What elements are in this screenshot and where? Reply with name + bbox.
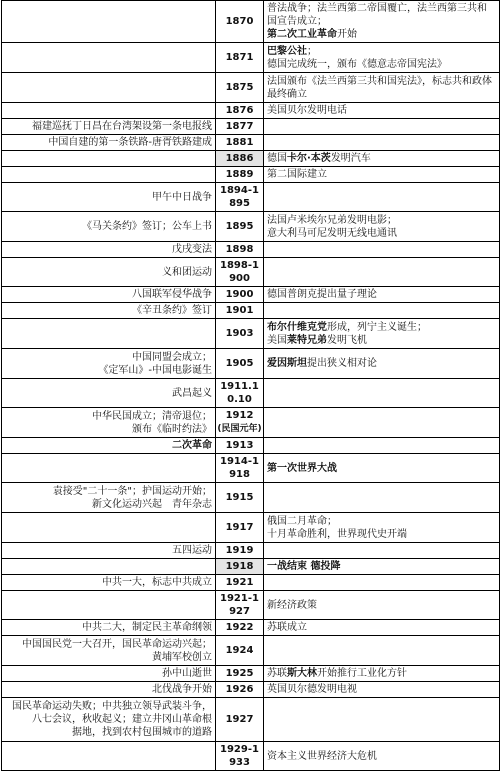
year-cell (216, 591, 264, 620)
year-cell (216, 43, 264, 73)
china-event-cell (2, 591, 216, 620)
timeline-row (2, 167, 500, 183)
china-event-cell (2, 513, 216, 543)
china-event-cell (2, 408, 216, 438)
world-event-cell (264, 454, 500, 483)
world-event-cell (264, 408, 500, 438)
timeline-row (2, 513, 500, 543)
china-event-text: 八国联军侵华战争 (132, 289, 212, 300)
year-cell (216, 183, 264, 212)
year-label: 1926 (225, 684, 254, 695)
history-timeline-table (1, 0, 500, 771)
china-event-text: 戊戌变法 (172, 244, 212, 255)
china-event-text: 新文化运动兴起 青年杂志 (92, 498, 212, 510)
year-label: 1913 (225, 440, 254, 451)
world-event-cell (264, 135, 500, 151)
year-cell (216, 212, 264, 242)
year-label: 1929-1933 (220, 744, 259, 768)
world-event-cell (264, 483, 500, 513)
world-event-text: 开始推行工业化方针 (317, 668, 407, 679)
timeline-row (2, 212, 500, 242)
world-event-text: 德国普朗克提出量子理论 (267, 289, 377, 300)
year-cell (216, 349, 264, 379)
world-event-cell (264, 513, 500, 543)
timeline-row (2, 698, 500, 742)
timeline-row (2, 43, 500, 73)
world-event-text: 德国 (267, 153, 287, 164)
timeline-row (2, 620, 500, 636)
china-event-cell (2, 682, 216, 698)
world-event-text: 巴黎公社 (267, 45, 307, 57)
china-event-cell (2, 119, 216, 135)
timeline-row (2, 483, 500, 513)
china-event-text: 袁接受"二十一条"；护国运动开始； (52, 485, 212, 497)
china-event-cell (2, 438, 216, 454)
year-cell (216, 742, 264, 771)
china-event-text: 据地，找到农村包围城市的道路 (72, 727, 212, 738)
world-event-text: 法国卢米埃尔兄弟发明电影； (267, 214, 397, 226)
world-event-cell (264, 575, 500, 591)
china-event-cell (2, 379, 216, 408)
timeline-row (2, 319, 500, 349)
world-event-cell (264, 103, 500, 119)
world-event-text: 十月革命胜利，世界现代史开端 (267, 528, 407, 540)
world-event-text: 卡尔·本茨 (287, 153, 331, 164)
year-label: 1921 (225, 577, 254, 588)
year-cell (216, 258, 264, 287)
year-cell (216, 620, 264, 636)
year-label: 1922 (225, 622, 254, 633)
year-label: 1917 (225, 522, 254, 533)
world-event-text: 意大利马可尼发明无线电通讯 (267, 227, 397, 239)
china-event-cell (2, 212, 216, 242)
year-cell (216, 151, 264, 167)
year-label: 1921-1927 (220, 593, 259, 617)
china-event-cell (2, 543, 216, 559)
timeline-row (2, 1, 500, 43)
timeline-row (2, 135, 500, 151)
year-cell (216, 513, 264, 543)
china-event-text: 中国国民党一大召开，国民革命运动兴起； (22, 638, 212, 650)
timeline-body (2, 1, 500, 771)
year-label: 1915 (225, 492, 254, 503)
world-event-text: ； (307, 45, 317, 57)
world-event-cell (264, 543, 500, 559)
china-event-text: 中国同盟会成立； (132, 351, 212, 363)
year-label: 1877 (225, 121, 254, 132)
year-label: 1903 (225, 328, 254, 339)
china-event-cell (2, 135, 216, 151)
china-event-text: 《马关条约》签订；公车上书 (82, 221, 212, 232)
year-label: 1924 (225, 645, 254, 656)
world-event-cell (264, 682, 500, 698)
year-label: 1876 (225, 105, 254, 116)
china-event-text: 福建巡抚丁日昌在台湾架设第一条电报线 (32, 121, 212, 132)
china-event-text: 义和团运动 (162, 266, 212, 278)
china-event-text: 甲午中日战争 (152, 191, 212, 203)
world-event-cell (264, 319, 500, 349)
year-label: 1895 (225, 221, 254, 232)
china-event-cell (2, 303, 216, 319)
china-event-cell (2, 483, 216, 513)
year-cell (216, 287, 264, 303)
year-cell (216, 167, 264, 183)
timeline-row (2, 591, 500, 620)
year-cell (216, 303, 264, 319)
world-event-text: 新经济政策 (267, 599, 317, 611)
china-event-text: 《辛丑条约》签订 (132, 305, 212, 316)
world-event-cell (264, 438, 500, 454)
timeline-row (2, 73, 500, 103)
world-event-cell (264, 620, 500, 636)
year-label: 1881 (225, 137, 254, 148)
timeline-row (2, 379, 500, 408)
world-event-cell (264, 303, 500, 319)
china-event-text: 黄埔军校创立 (152, 651, 212, 663)
year-cell (216, 379, 264, 408)
world-event-cell (264, 242, 500, 258)
china-event-cell (2, 1, 216, 43)
year-label: 1898 (225, 244, 254, 255)
year-label: 1927 (225, 714, 254, 725)
year-cell (216, 682, 264, 698)
year-cell (216, 242, 264, 258)
china-event-cell (2, 151, 216, 167)
year-cell (216, 698, 264, 742)
year-cell (216, 119, 264, 135)
world-event-cell (264, 258, 500, 287)
timeline-row (2, 408, 500, 438)
year-cell (216, 454, 264, 483)
china-event-text: 二次革命 (172, 440, 212, 451)
year-label: 1901 (225, 305, 254, 316)
world-event-text: 德国完成统一，颁布《德意志帝国宪法》 (267, 58, 447, 70)
timeline-row (2, 151, 500, 167)
year-cell (216, 543, 264, 559)
china-event-text: 孙中山逝世 (162, 668, 212, 679)
world-event-cell (264, 698, 500, 742)
year-cell (216, 559, 264, 575)
world-event-cell (264, 559, 500, 575)
year-label: 1898-1900 (220, 260, 259, 284)
world-event-text: 第二国际建立 (267, 169, 327, 180)
world-event-text: 开始 (337, 29, 357, 40)
timeline-row (2, 682, 500, 698)
world-event-cell (264, 151, 500, 167)
world-event-text: 发明汽车 (330, 153, 371, 164)
timeline-row (2, 119, 500, 135)
china-event-cell (2, 73, 216, 103)
world-event-cell (264, 167, 500, 183)
year-sublabel: (民国元年) (217, 424, 262, 434)
world-event-text: 资本主义世界经济大危机 (267, 750, 377, 762)
china-event-cell (2, 242, 216, 258)
china-event-cell (2, 258, 216, 287)
year-cell (216, 135, 264, 151)
year-label: 1911.10.10 (220, 381, 259, 405)
year-cell (216, 319, 264, 349)
year-cell (216, 438, 264, 454)
china-event-cell (2, 349, 216, 379)
year-label: 1912 (225, 410, 254, 421)
timeline-row (2, 636, 500, 666)
timeline-row (2, 258, 500, 287)
world-event-cell (264, 742, 500, 771)
china-event-text: 八七会议，秋收起义；建立井冈山革命根 (32, 714, 212, 725)
year-label: 1905 (225, 358, 254, 369)
world-event-text: 斯大林 (287, 668, 317, 679)
year-cell (216, 1, 264, 43)
china-event-cell (2, 167, 216, 183)
world-event-cell (264, 349, 500, 379)
year-label: 1870 (225, 16, 254, 27)
year-cell (216, 408, 264, 438)
timeline-row (2, 349, 500, 379)
world-event-text: 苏联成立 (267, 622, 307, 633)
world-event-text: 布尔什维克党 (267, 321, 327, 333)
world-event-text: 美国 (267, 334, 287, 346)
china-event-text: 中共二大，制定民主革命纲领 (82, 622, 212, 633)
world-event-text: 爱因斯坦 (267, 358, 307, 369)
china-event-cell (2, 559, 216, 575)
world-event-cell (264, 73, 500, 103)
world-event-cell (264, 636, 500, 666)
year-cell (216, 73, 264, 103)
timeline-row (2, 543, 500, 559)
world-event-cell (264, 379, 500, 408)
world-event-text: 苏联 (267, 668, 287, 679)
china-event-cell (2, 43, 216, 73)
timeline-row (2, 454, 500, 483)
china-event-text: 五四运动 (172, 545, 212, 556)
year-label: 1871 (225, 52, 254, 63)
world-event-text: 俄国二月革命； (267, 515, 337, 527)
china-event-text: 武昌起义 (172, 387, 212, 399)
china-event-text: 中共一大，标志中共成立 (102, 577, 212, 588)
china-event-text: 颁布《临时约法》 (132, 423, 212, 435)
world-event-text: 第一次世界大战 (267, 462, 337, 474)
timeline-row (2, 183, 500, 212)
timeline-row (2, 287, 500, 303)
china-event-cell (2, 575, 216, 591)
world-event-cell (264, 183, 500, 212)
china-event-cell (2, 319, 216, 349)
timeline-row (2, 242, 500, 258)
year-label: 1900 (225, 289, 254, 300)
world-event-text: 第二次工业革命 (267, 29, 337, 40)
world-event-cell (264, 43, 500, 73)
china-event-cell (2, 698, 216, 742)
china-event-cell (2, 103, 216, 119)
year-cell (216, 636, 264, 666)
timeline-row (2, 575, 500, 591)
year-label: 1875 (225, 82, 254, 93)
timeline-row (2, 303, 500, 319)
china-event-text: 国民革命运动失败；中共独立领导武装斗争， (12, 701, 212, 712)
year-label: 1914-1918 (220, 456, 259, 480)
timeline-row (2, 103, 500, 119)
china-event-cell (2, 636, 216, 666)
world-event-cell (264, 212, 500, 242)
world-event-text: 普法战争；法兰西第二帝国覆亡，法兰西第三共和国宣告成立； (267, 3, 487, 27)
china-event-text: 中华民国成立；清帝退位； (92, 410, 212, 422)
china-event-cell (2, 287, 216, 303)
china-event-text: 中国自建的第一条铁路-唐胥铁路建成 (48, 137, 212, 148)
china-event-cell (2, 620, 216, 636)
year-label: 1894-1895 (220, 185, 259, 209)
world-event-text: 美国贝尔发明电话 (267, 105, 347, 116)
year-label: 1919 (225, 545, 254, 556)
china-event-text: 北伐战争开始 (152, 684, 212, 695)
world-event-text: 英国贝尔德发明电视 (267, 684, 357, 695)
year-label: 1889 (225, 169, 254, 180)
china-event-cell (2, 454, 216, 483)
world-event-text: 法国颁布《法兰西第三共和国宪法》，标志共和政体最终确立 (267, 75, 492, 100)
world-event-cell (264, 591, 500, 620)
world-event-text: 形成，列宁主义诞生； (327, 321, 427, 333)
year-label: 1886 (225, 153, 254, 164)
world-event-cell (264, 119, 500, 135)
timeline-row (2, 559, 500, 575)
timeline-row (2, 742, 500, 771)
year-cell (216, 103, 264, 119)
china-event-cell (2, 742, 216, 771)
world-event-text: 莱特兄弟 (287, 334, 327, 346)
china-event-cell (2, 183, 216, 212)
world-event-text: 提出狭义相对论 (307, 358, 377, 369)
year-label: 1925 (225, 668, 254, 679)
world-event-text: 发明飞机 (327, 334, 367, 346)
china-event-text: 《定军山》-中国电影诞生 (98, 364, 212, 376)
year-label: 1918 (225, 561, 254, 572)
world-event-text: 一战结束 德投降 (267, 561, 341, 572)
timeline-row (2, 438, 500, 454)
year-cell (216, 575, 264, 591)
world-event-cell (264, 1, 500, 43)
year-cell (216, 483, 264, 513)
world-event-cell (264, 287, 500, 303)
